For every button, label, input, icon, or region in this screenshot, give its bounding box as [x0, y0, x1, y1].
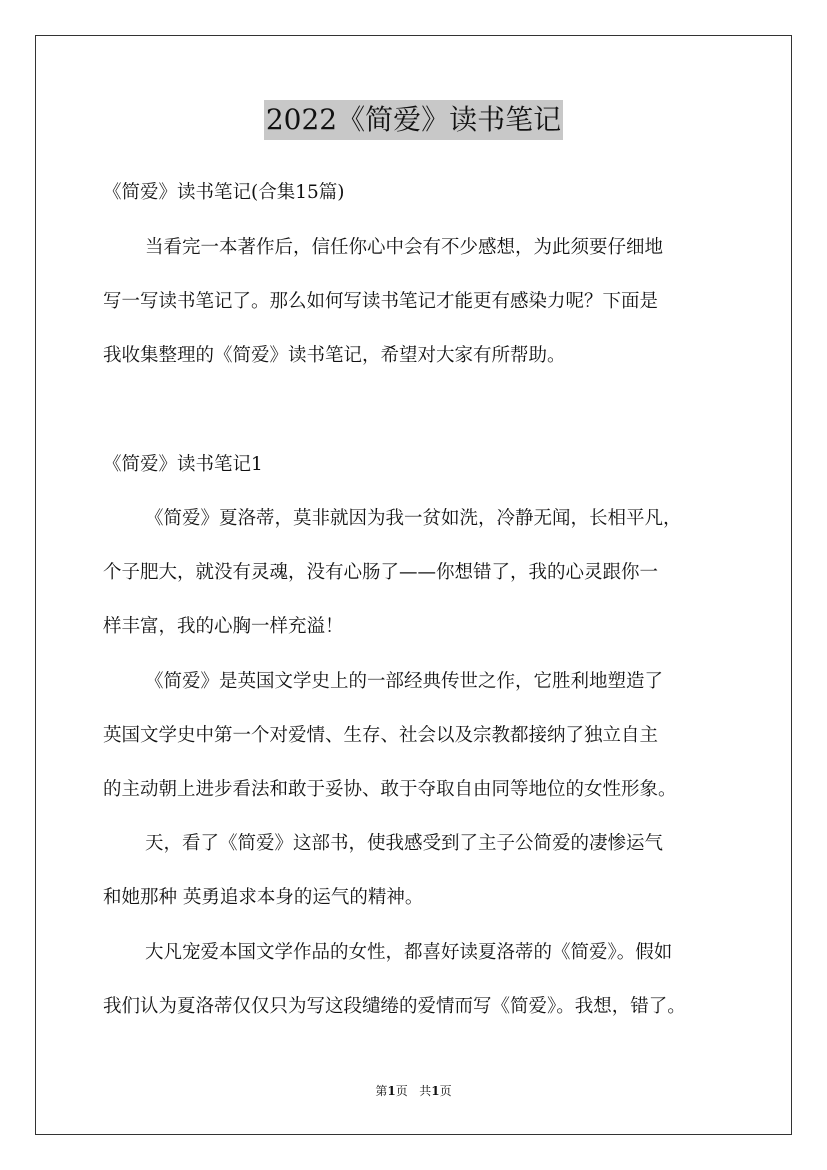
body-line: 《简爱》是英国文学史上的一部经典传世之作，它胜利地塑造了	[145, 671, 664, 692]
body-line: 个子肥大，就没有灵魂，没有心肠了——你想错了，我的心灵跟你一	[103, 562, 659, 583]
document-subtitle: 《简爱》读书笔记(合集15篇)	[103, 182, 345, 203]
body-line: 我们认为夏洛蒂仅仅只为写这段缱绻的爱情而写《简爱》。我想，错了。	[103, 996, 686, 1017]
total-page-number: 1	[431, 1084, 440, 1098]
document-title: 2022《简爱》读书笔记	[264, 100, 563, 140]
intro-line: 写一写读书笔记了。那么如何写读书笔记才能更有感染力呢？下面是	[103, 291, 659, 312]
body-line: 样丰富，我的心胸一样充溢！	[103, 616, 344, 637]
body-line: 英国文学史中第一个对爱情、生存、社会以及宗教都接纳了独立自主	[103, 725, 659, 746]
page-unit: 页	[395, 1084, 408, 1098]
current-page-number: 1	[387, 1084, 396, 1098]
intro-line: 当看完一本著作后，信任你心中会有不少感想，为此须要仔细地	[145, 237, 664, 258]
total-unit: 页	[439, 1084, 452, 1098]
section-heading: 《简爱》读书笔记1	[103, 454, 263, 475]
total-prefix: 共	[419, 1084, 432, 1098]
body-line: 大凡宠爱本国文学作品的女性，都喜好读夏洛蒂的《简爱》。假如	[145, 942, 673, 963]
page-prefix: 第	[375, 1084, 388, 1098]
page-footer	[0, 1083, 827, 1099]
body-line: 天，看了《简爱》这部书，使我感受到了主子公简爱的凄惨运气	[145, 833, 664, 854]
body-line: 和她那种 英勇追求本身的运气的精神。	[103, 887, 424, 908]
body-line: 《简爱》夏洛蒂，莫非就因为我一贫如洗，冷静无闻，长相平凡，	[145, 508, 682, 529]
intro-line: 我收集整理的《简爱》读书笔记，希望对大家有所帮助。	[103, 345, 566, 366]
title-container	[0, 100, 827, 140]
body-line: 的主动朝上进步看法和敢于妥协、敢于夺取自由同等地位的女性形象。	[103, 779, 677, 800]
